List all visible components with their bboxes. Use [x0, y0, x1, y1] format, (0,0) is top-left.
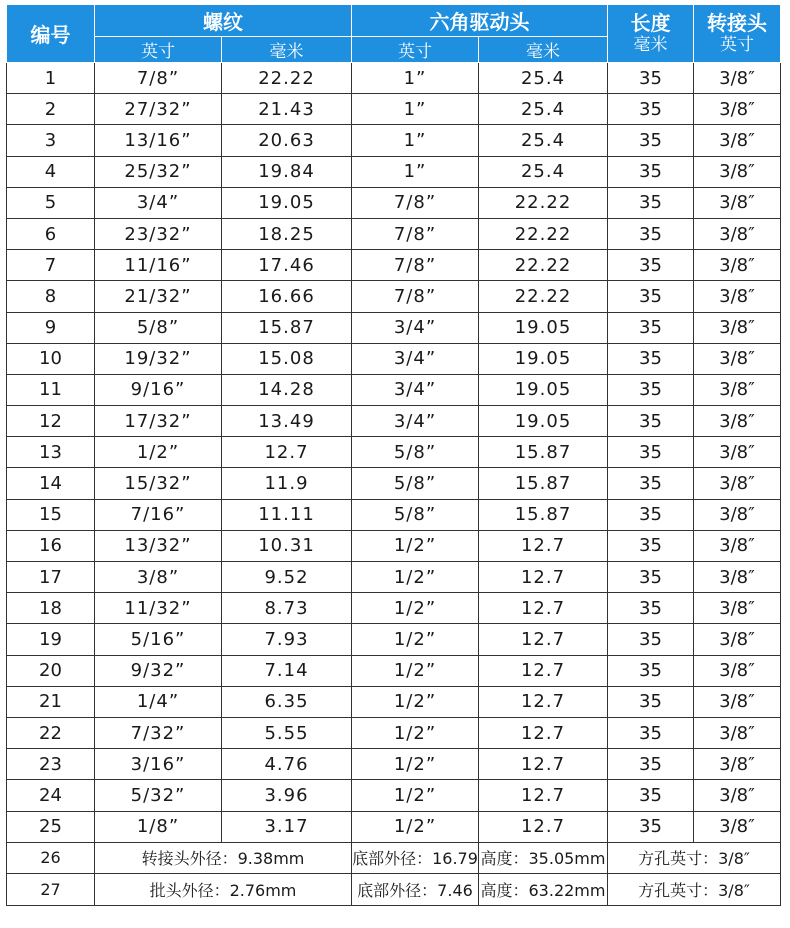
- cell-hex-mm: 25.4: [479, 63, 608, 94]
- cell-hex-inch: 1/2”: [352, 655, 479, 686]
- cell-hex-inch: 5/8”: [352, 437, 479, 468]
- table-row: [7, 811, 781, 842]
- cell-hex-mm: 12.7: [479, 655, 608, 686]
- cell-no: 19: [7, 624, 95, 655]
- cell-adapter: 3/8″: [694, 187, 781, 218]
- table-row: [7, 156, 781, 187]
- cell-thread-mm: 11.11: [222, 499, 352, 530]
- cell-no: 17: [7, 562, 95, 593]
- cell-adapter: 3/8″: [694, 406, 781, 437]
- cell-thread-inch: 3/4”: [95, 187, 222, 218]
- cell-length: 35: [608, 156, 694, 187]
- cell-thread-mm: 15.08: [222, 343, 352, 374]
- cell-thread-inch: 5/32”: [95, 780, 222, 811]
- cell-hex-inch: 1”: [352, 156, 479, 187]
- cell-no: 22: [7, 717, 95, 748]
- cell-adapter: 3/8″: [694, 437, 781, 468]
- note-row: [7, 842, 781, 874]
- cell-hex-mm: 12.7: [479, 593, 608, 624]
- cell-thread-mm: 4.76: [222, 749, 352, 780]
- cell-thread-mm: 19.84: [222, 156, 352, 187]
- cell-adapter: 3/8″: [694, 468, 781, 499]
- cell-hex-mm: 19.05: [479, 374, 608, 405]
- cell-length: 35: [608, 593, 694, 624]
- cell-hex-mm: 12.7: [479, 562, 608, 593]
- cell-thread-inch: 21/32”: [95, 281, 222, 312]
- cell-length: 35: [608, 749, 694, 780]
- note-base-diameter: 底部外径：7.46: [352, 874, 479, 906]
- table-row: [7, 780, 781, 811]
- cell-hex-inch: 3/4”: [352, 343, 479, 374]
- cell-thread-mm: 6.35: [222, 686, 352, 717]
- cell-hex-inch: 3/4”: [352, 312, 479, 343]
- note-height: 高度：35.05mm: [479, 842, 608, 874]
- table-body: [7, 63, 781, 906]
- spec-table-container: [6, 4, 780, 906]
- cell-hex-mm: 12.7: [479, 749, 608, 780]
- cell-no: 18: [7, 593, 95, 624]
- cell-length: 35: [608, 187, 694, 218]
- table-row: [7, 94, 781, 125]
- cell-no: 16: [7, 530, 95, 561]
- cell-length: 35: [608, 562, 694, 593]
- cell-adapter: 3/8″: [694, 562, 781, 593]
- cell-adapter: 3/8″: [694, 811, 781, 842]
- note-base-diameter: 底部外径：16.79: [352, 842, 479, 874]
- cell-hex-inch: 7/8”: [352, 187, 479, 218]
- cell-no: 10: [7, 343, 95, 374]
- cell-length: 35: [608, 125, 694, 156]
- header-hex-mm: 毫米: [479, 37, 608, 63]
- cell-thread-inch: 13/16”: [95, 125, 222, 156]
- cell-adapter: 3/8″: [694, 749, 781, 780]
- cell-hex-mm: 19.05: [479, 406, 608, 437]
- cell-hex-mm: 25.4: [479, 156, 608, 187]
- cell-hex-mm: 22.22: [479, 250, 608, 281]
- cell-hex-inch: 5/8”: [352, 468, 479, 499]
- cell-no: 26: [7, 842, 95, 874]
- header-length-unit: 毫米: [633, 34, 668, 55]
- cell-hex-mm: 15.87: [479, 437, 608, 468]
- cell-no: 13: [7, 437, 95, 468]
- cell-thread-inch: 15/32”: [95, 468, 222, 499]
- header-length-label: 长度: [630, 10, 671, 35]
- cell-thread-inch: 3/8”: [95, 562, 222, 593]
- cell-thread-inch: 13/32”: [95, 530, 222, 561]
- cell-adapter: 3/8″: [694, 374, 781, 405]
- cell-hex-mm: 12.7: [479, 780, 608, 811]
- cell-hex-mm: 19.05: [479, 312, 608, 343]
- cell-no: 12: [7, 406, 95, 437]
- header-length: [608, 5, 694, 63]
- cell-length: 35: [608, 218, 694, 249]
- table-row: [7, 374, 781, 405]
- cell-hex-inch: 1/2”: [352, 593, 479, 624]
- cell-thread-mm: 19.05: [222, 187, 352, 218]
- cell-no: 1: [7, 63, 95, 94]
- cell-thread-mm: 10.31: [222, 530, 352, 561]
- header-index: 编号: [7, 5, 95, 63]
- cell-hex-inch: 1”: [352, 125, 479, 156]
- cell-adapter: 3/8″: [694, 63, 781, 94]
- cell-thread-inch: 19/32”: [95, 343, 222, 374]
- cell-length: 35: [608, 780, 694, 811]
- cell-thread-mm: 22.22: [222, 63, 352, 94]
- cell-hex-inch: 1/2”: [352, 686, 479, 717]
- cell-adapter: 3/8″: [694, 530, 781, 561]
- cell-hex-inch: 1/2”: [352, 530, 479, 561]
- cell-thread-inch: 1/8”: [95, 811, 222, 842]
- cell-hex-inch: 3/4”: [352, 406, 479, 437]
- cell-no: 25: [7, 811, 95, 842]
- cell-hex-inch: 1/2”: [352, 562, 479, 593]
- cell-hex-inch: 1/2”: [352, 749, 479, 780]
- cell-thread-inch: 9/16”: [95, 374, 222, 405]
- cell-hex-mm: 12.7: [479, 530, 608, 561]
- cell-hex-mm: 25.4: [479, 125, 608, 156]
- cell-hex-mm: 15.87: [479, 499, 608, 530]
- cell-thread-mm: 8.73: [222, 593, 352, 624]
- cell-no: 9: [7, 312, 95, 343]
- cell-thread-mm: 11.9: [222, 468, 352, 499]
- cell-no: 5: [7, 187, 95, 218]
- cell-no: 6: [7, 218, 95, 249]
- cell-adapter: 3/8″: [694, 343, 781, 374]
- cell-hex-mm: 12.7: [479, 717, 608, 748]
- cell-length: 35: [608, 63, 694, 94]
- cell-thread-inch: 7/16”: [95, 499, 222, 530]
- cell-thread-inch: 25/32”: [95, 156, 222, 187]
- cell-no: 3: [7, 125, 95, 156]
- table-row: [7, 562, 781, 593]
- cell-thread-mm: 5.55: [222, 717, 352, 748]
- table-row: [7, 125, 781, 156]
- cell-length: 35: [608, 530, 694, 561]
- cell-adapter: 3/8″: [694, 780, 781, 811]
- cell-length: 35: [608, 374, 694, 405]
- cell-no: 20: [7, 655, 95, 686]
- cell-hex-mm: 22.22: [479, 218, 608, 249]
- table-row: [7, 218, 781, 249]
- cell-hex-mm: 12.7: [479, 811, 608, 842]
- cell-no: 23: [7, 749, 95, 780]
- cell-hex-inch: 1/2”: [352, 624, 479, 655]
- cell-hex-inch: 1”: [352, 63, 479, 94]
- table-row: [7, 655, 781, 686]
- note-square-hole: 方孔英寸：3/8″: [608, 842, 781, 874]
- cell-thread-mm: 20.63: [222, 125, 352, 156]
- table-row: [7, 406, 781, 437]
- table-row: [7, 717, 781, 748]
- cell-hex-mm: 22.22: [479, 187, 608, 218]
- cell-no: 15: [7, 499, 95, 530]
- cell-length: 35: [608, 811, 694, 842]
- cell-length: 35: [608, 624, 694, 655]
- table-row: [7, 250, 781, 281]
- cell-thread-mm: 3.17: [222, 811, 352, 842]
- cell-no: 21: [7, 686, 95, 717]
- cell-no: 2: [7, 94, 95, 125]
- table-row: [7, 281, 781, 312]
- cell-length: 35: [608, 655, 694, 686]
- cell-thread-inch: 3/16”: [95, 749, 222, 780]
- cell-hex-inch: 1/2”: [352, 811, 479, 842]
- table-row: [7, 63, 781, 94]
- cell-hex-mm: 25.4: [479, 94, 608, 125]
- cell-thread-inch: 11/32”: [95, 593, 222, 624]
- cell-hex-inch: 7/8”: [352, 281, 479, 312]
- cell-thread-inch: 7/32”: [95, 717, 222, 748]
- table-row: [7, 686, 781, 717]
- cell-thread-inch: 5/8”: [95, 312, 222, 343]
- cell-adapter: 3/8″: [694, 156, 781, 187]
- cell-length: 35: [608, 686, 694, 717]
- cell-hex-inch: 7/8”: [352, 250, 479, 281]
- cell-adapter: 3/8″: [694, 655, 781, 686]
- header-hex-inch: 英寸: [352, 37, 479, 63]
- note-outer-diameter: 批头外径：2.76mm: [95, 874, 352, 906]
- header-thread-mm: 毫米: [222, 37, 352, 63]
- cell-thread-mm: 7.93: [222, 624, 352, 655]
- table-row: [7, 343, 781, 374]
- header-thread-inch: 英寸: [95, 37, 222, 63]
- table-row: [7, 499, 781, 530]
- cell-length: 35: [608, 499, 694, 530]
- cell-hex-inch: 5/8”: [352, 499, 479, 530]
- header-adapter-unit: 英寸: [720, 34, 754, 55]
- note-row: [7, 874, 781, 906]
- cell-hex-mm: 22.22: [479, 281, 608, 312]
- cell-length: 35: [608, 281, 694, 312]
- cell-thread-mm: 7.14: [222, 655, 352, 686]
- cell-thread-inch: 5/16”: [95, 624, 222, 655]
- header-thread: 螺纹: [95, 5, 352, 37]
- cell-thread-mm: 15.87: [222, 312, 352, 343]
- cell-thread-mm: 18.25: [222, 218, 352, 249]
- cell-adapter: 3/8″: [694, 686, 781, 717]
- cell-adapter: 3/8″: [694, 624, 781, 655]
- cell-thread-mm: 16.66: [222, 281, 352, 312]
- table-row: [7, 749, 781, 780]
- cell-length: 35: [608, 94, 694, 125]
- cell-thread-inch: 1/4”: [95, 686, 222, 717]
- note-square-hole: 方孔英寸：3/8″: [608, 874, 781, 906]
- cell-thread-mm: 13.49: [222, 406, 352, 437]
- cell-no: 24: [7, 780, 95, 811]
- cell-no: 4: [7, 156, 95, 187]
- table-row: [7, 312, 781, 343]
- cell-thread-mm: 3.96: [222, 780, 352, 811]
- cell-adapter: 3/8″: [694, 281, 781, 312]
- table-row: [7, 437, 781, 468]
- header-adapter: [694, 5, 781, 63]
- cell-thread-inch: 27/32”: [95, 94, 222, 125]
- cell-hex-mm: 15.87: [479, 468, 608, 499]
- header-hex-drive: 六角驱动头: [352, 5, 608, 37]
- cell-adapter: 3/8″: [694, 218, 781, 249]
- cell-length: 35: [608, 406, 694, 437]
- cell-thread-inch: 9/32”: [95, 655, 222, 686]
- cell-length: 35: [608, 437, 694, 468]
- cell-adapter: 3/8″: [694, 499, 781, 530]
- table-row: [7, 530, 781, 561]
- table-row: [7, 468, 781, 499]
- cell-hex-inch: 1/2”: [352, 780, 479, 811]
- cell-hex-inch: 1”: [352, 94, 479, 125]
- cell-no: 11: [7, 374, 95, 405]
- cell-thread-mm: 17.46: [222, 250, 352, 281]
- cell-length: 35: [608, 312, 694, 343]
- cell-no: 14: [7, 468, 95, 499]
- cell-thread-mm: 9.52: [222, 562, 352, 593]
- cell-thread-mm: 21.43: [222, 94, 352, 125]
- cell-hex-mm: 12.7: [479, 624, 608, 655]
- cell-thread-inch: 11/16”: [95, 250, 222, 281]
- cell-length: 35: [608, 250, 694, 281]
- cell-length: 35: [608, 717, 694, 748]
- cell-hex-inch: 7/8”: [352, 218, 479, 249]
- table-row: [7, 187, 781, 218]
- cell-length: 35: [608, 468, 694, 499]
- cell-thread-inch: 23/32”: [95, 218, 222, 249]
- note-height: 高度：63.22mm: [479, 874, 608, 906]
- cell-no: 8: [7, 281, 95, 312]
- cell-thread-inch: 1/2”: [95, 437, 222, 468]
- header-adapter-label: 转接头: [707, 10, 767, 35]
- cell-hex-mm: 19.05: [479, 343, 608, 374]
- cell-hex-inch: 3/4”: [352, 374, 479, 405]
- cell-thread-mm: 12.7: [222, 437, 352, 468]
- cell-adapter: 3/8″: [694, 717, 781, 748]
- cell-adapter: 3/8″: [694, 94, 781, 125]
- table-row: [7, 624, 781, 655]
- cell-adapter: 3/8″: [694, 250, 781, 281]
- cell-thread-mm: 14.28: [222, 374, 352, 405]
- note-outer-diameter: 转接头外径：9.38mm: [95, 842, 352, 874]
- cell-no: 27: [7, 874, 95, 906]
- cell-length: 35: [608, 343, 694, 374]
- table-row: [7, 593, 781, 624]
- cell-thread-inch: 7/8”: [95, 63, 222, 94]
- spec-table: [6, 4, 781, 906]
- cell-hex-mm: 12.7: [479, 686, 608, 717]
- cell-thread-inch: 17/32”: [95, 406, 222, 437]
- cell-no: 7: [7, 250, 95, 281]
- cell-adapter: 3/8″: [694, 593, 781, 624]
- cell-adapter: 3/8″: [694, 312, 781, 343]
- cell-adapter: 3/8″: [694, 125, 781, 156]
- cell-hex-inch: 1/2”: [352, 717, 479, 748]
